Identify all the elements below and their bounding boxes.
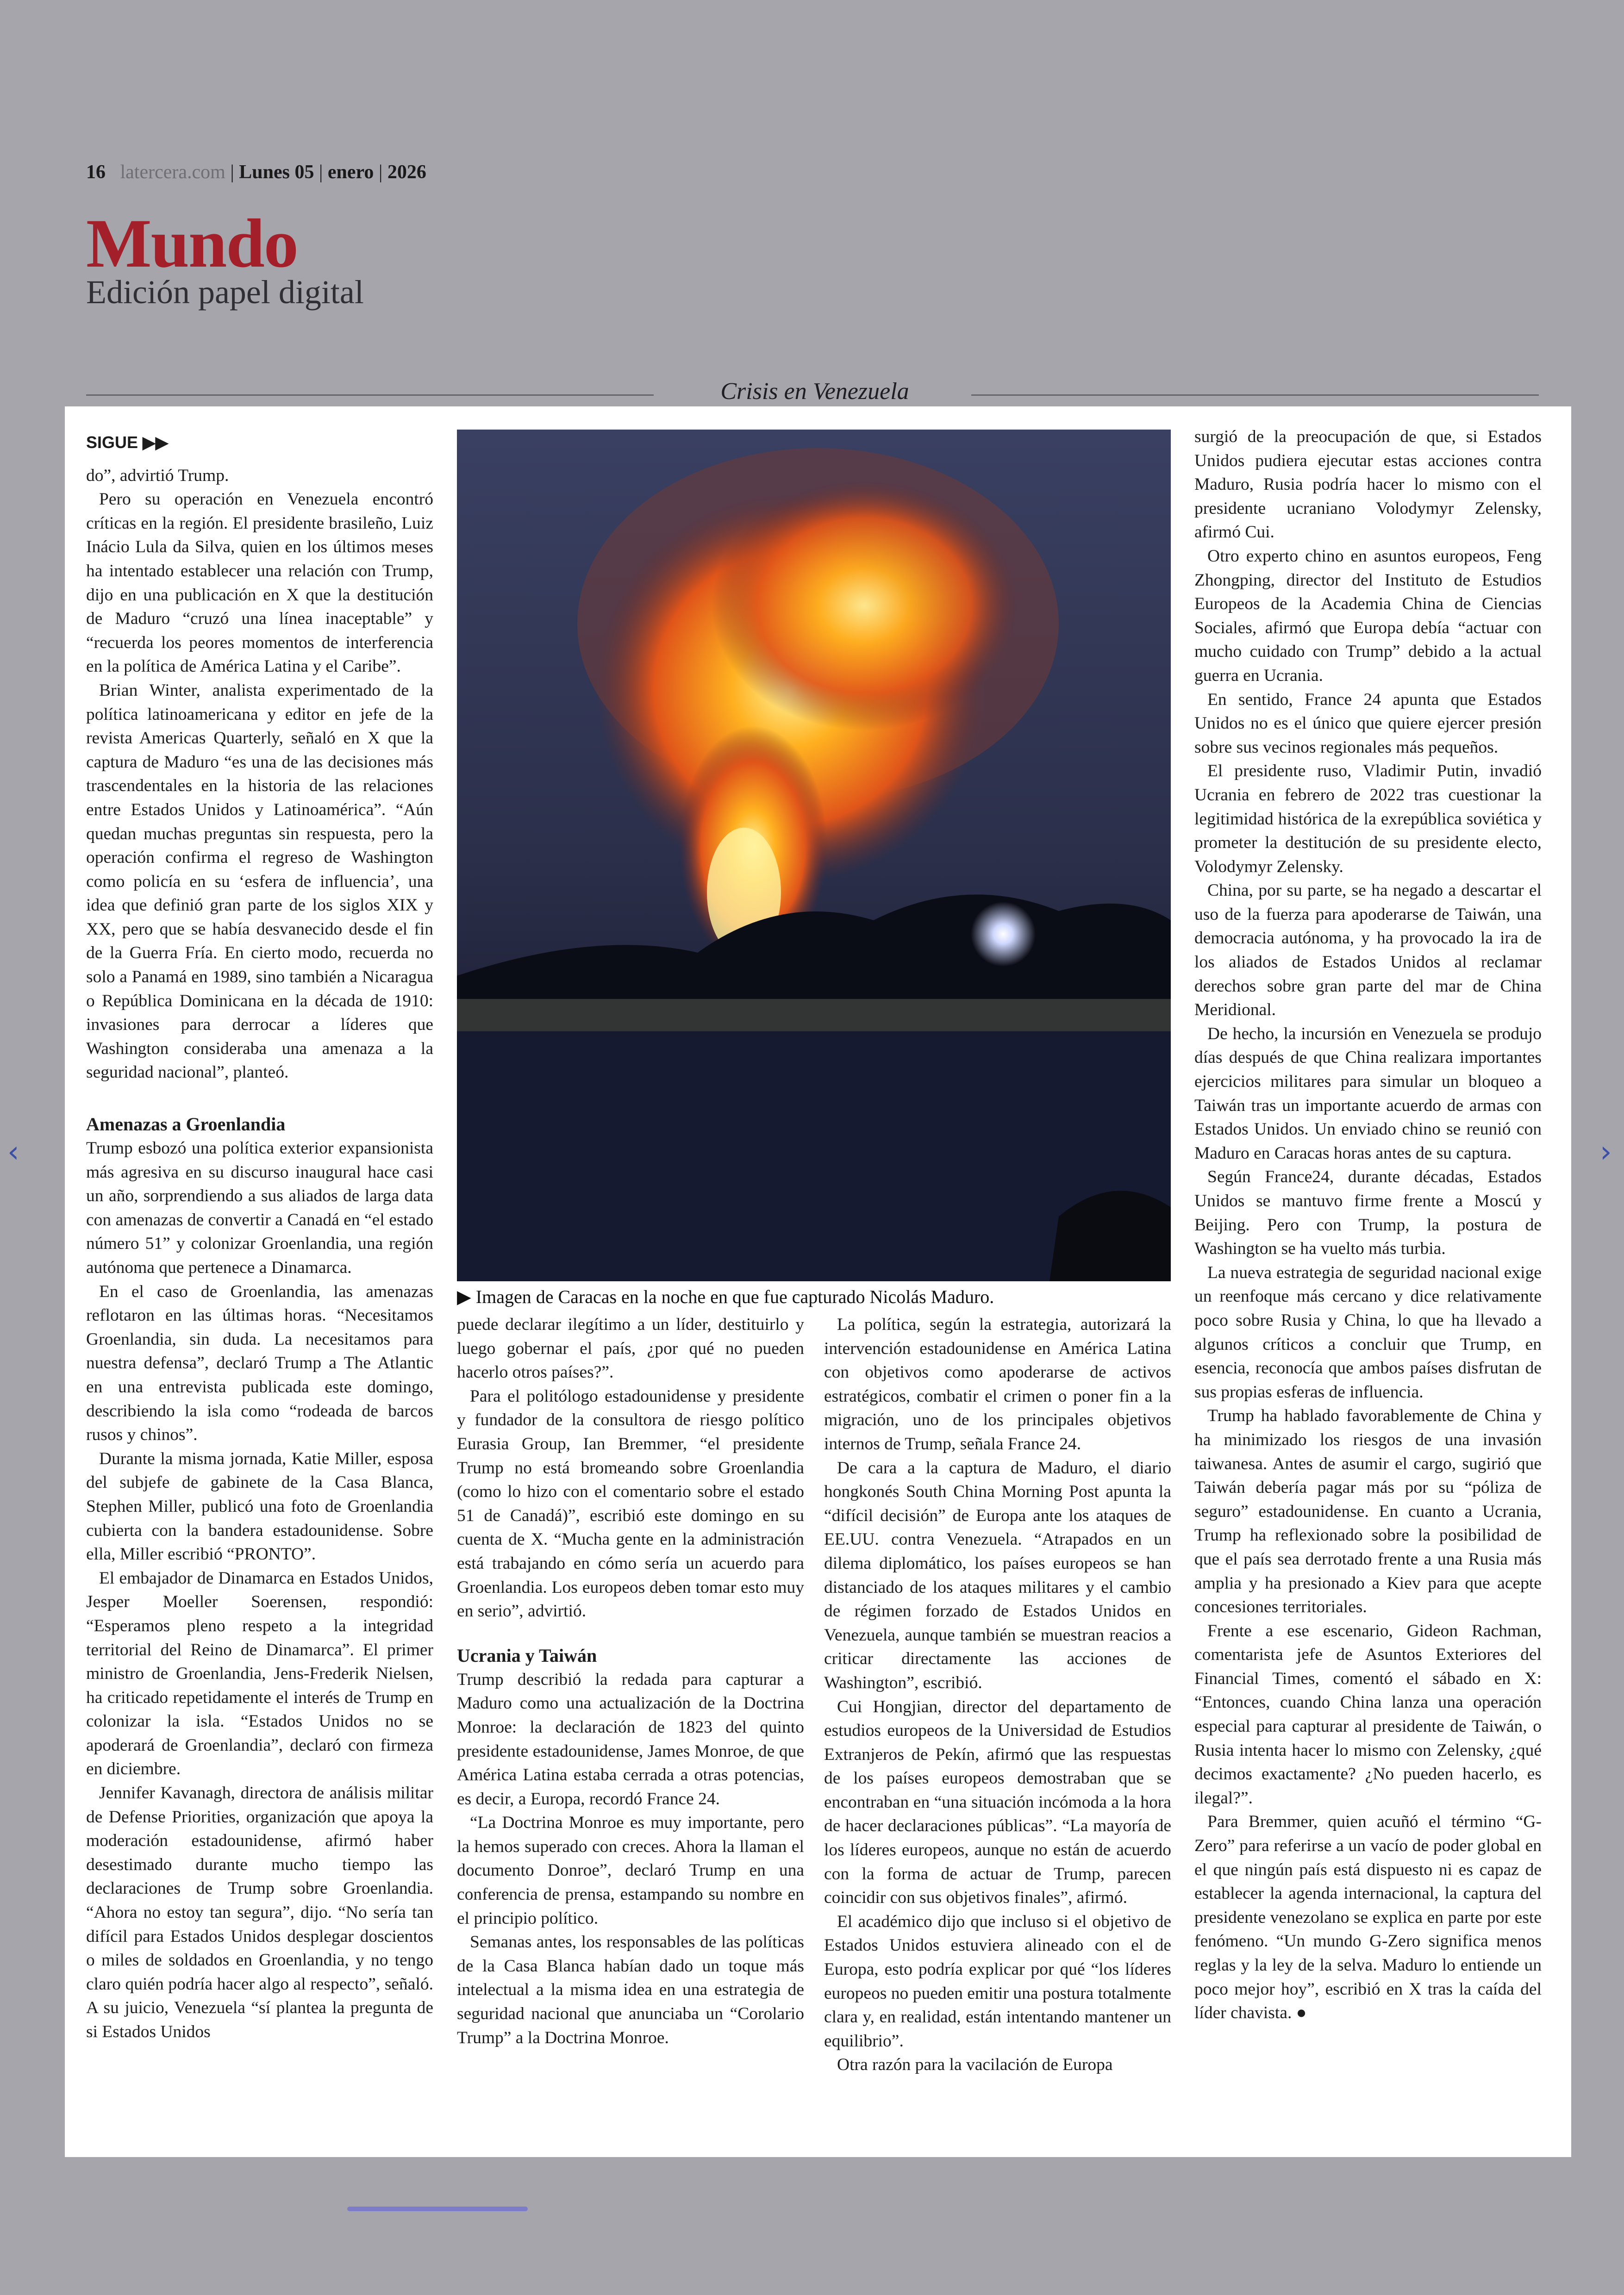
- paragraph: Jennifer Kavanagh, directora de análisis militar de Defense Priorities, organización que apoya la moderación estadounidense, afirmó haber desestimado durante mucho tiempo las declaraciones de Trump sobre Groenlandia. “Ahora no estoy tan segura”, dijo. “No sería tan difícil para Estados Unidos desplegar doscientos o miles de soldados en Groenlandia, y no tengo claro quién podría hacer algo al respecto”, señaló. A su juicio, Venezuela “sí plantea la pregunta de si Estados Unidos: [86, 1784, 433, 2041]
- paragraph: Trump ha hablado favorablemente de China y ha minimizado los riesgos de una invasión taiwanesa. Antes de asumir el cargo, sugirió que Taiwán debería pagar más por su “póliza de seguro” estadounidense. En cuanto a Ucrania, Trump ha reflexionado sobre la posibilidad de que el país sea derrotado frente a una Rusia más amplia y ha presionado a Kiev para que acepte concesiones territoriales.: [1194, 1406, 1542, 1617]
- paragraph: Otra razón para la vacilación de Europa: [837, 2055, 1113, 2075]
- paragraph: El presidente ruso, Vladimir Putin, invadió Ucrania en febrero de 2022 tras cuestionar la legitimidad histórica de la exrepública soviética y prometer la destitución de su presidente electo, Volodymyr Zelensky.: [1194, 761, 1542, 876]
- paragraph: De hecho, la incursión en Venezuela se produjo días después de que China realizara importantes ejercicios militares para simular un bloqueo a Taiwán tras un importante acuerdo de armas con Estados Unidos. Un enviado chino se reunió con Maduro en Caracas horas antes de su captura.: [1194, 1024, 1542, 1163]
- paragraph: Cui Hongjian, director del departamento de estudios europeos de la Universidad de Estudios Extranjeros de Pekín, afirmó que las respuestas de los países europeos demostraban que se encontraban en “una situación incómoda a la hora de hacer declaraciones públicas”. “La mayoría de los líderes europeos, aunque no están de acuerdo con la forma de actuar de Trump, parecen coincidir con sus objetivos finales”, afirmó.: [824, 1697, 1171, 1908]
- reading-progress-fill: [347, 2207, 528, 2211]
- paragraph: El embajador de Dinamarca en Estados Unidos, Jesper Moeller Soerensen, respondió: “Esperamos pleno respeto a la integridad territorial del Reino de Dinamarca”. El primer ministro de Groenlandia, Jens-Frederik Nielsen, ha criticado repetidamente el interés de Trump en colonizar la isla. “Estados Unidos no se apoderará de Groenlandia”, declaró con firmeza en diciembre.: [86, 1568, 433, 1779]
- page-number: 16: [86, 162, 106, 183]
- paragraph: Pero su operación en Venezuela encontró críticas en la región. El presidente brasileño, Luiz Inácio Lula da Silva, quien en los últimos meses ha intentado establecer una relación con Trump, dijo en una publicación en X que la destitución de Maduro “cruzó una línea inaceptable” y “recuerda los peores momentos de interferencia en la política de América Latina y el Caribe”.: [86, 490, 433, 676]
- paragraph: surgió de la preocupación de que, si Estados Unidos pudiera ejecutar estas acciones contra Maduro, Rusia podría hacer lo mismo con el presidente ucraniano Volodymyr Zelensky, afirmó Cui.: [1194, 427, 1542, 542]
- article-column-4: [1194, 425, 1542, 2025]
- chevron-left-icon[interactable]: ‹: [7, 1135, 19, 1169]
- paragraph: puede declarar ilegítimo a un líder, destituirlo y luego gobernar el país, ¿por qué no pueden hacerlo otros países?”.: [457, 1315, 804, 1382]
- topic-rule-right: [971, 394, 1539, 396]
- paragraph: Otro experto chino en asuntos europeos, Feng Zhongping, director del Instituto de Estudios Europeos de la Academia China de Ciencias Sociales, afirmó que Europa debía “actuar con mucho cuidado con Trump” debido a la actual guerra en Ucrania.: [1194, 546, 1542, 685]
- paragraph: Brian Winter, analista experimentado de la política latinoamericana y editor en jefe de la revista Americas Quarterly, señaló en X que la captura de Maduro “es una de las decisiones más trascendentales en la historia de las relaciones entre Estados Unidos y Latinoamérica”. “Aún quedan muchas preguntas sin respuesta, pero la operación confirma el regreso de Washington como policía en su ‘esfera de influencia’, una idea que definió gran parte de los siglos XIX y XX, pero que se había desvanecido desde el fin de la Guerra Fría. En cierto modo, recuerda no solo a Panamá en 1989, sino también a Nicaragua o República Dominicana en la década de 1910: invasiones para derrocar a líderes que Washington consideraba una amenaza a la seguridad nacional”, planteó.: [86, 680, 433, 1082]
- subheading: Ucrania y Taiwán: [457, 1645, 597, 1666]
- paragraph: Frente a ese escenario, Gideon Rachman, comentarista jefe de Asuntos Exteriores del Financial Times, comentó el sábado en X: “Entonces, cuando China lanza una operación especial para capturar al presidente de Taiwán, o Rusia intenta hacer lo mismo con Zelensky, ¿qué decimos exactamente? ¿No pueden hacerlo, es ilegal?”.: [1194, 1621, 1542, 1808]
- continue-label: SIGUE ▶▶: [86, 433, 169, 452]
- edition-subtitle: Edición papel digital: [86, 274, 364, 311]
- topic-label: Crisis en Venezuela: [720, 378, 909, 405]
- site-name: latercera.com: [120, 162, 225, 183]
- chevron-right-icon[interactable]: ›: [1600, 1135, 1612, 1169]
- paragraph: Para el politólogo estadounidense y presidente y fundador de la consultora de riesgo político Eurasia Group, Ian Bremmer, “el presidente Trump no está bromeando sobre Groenlandia (como lo hizo con el comentario sobre el estado 51 de Canadá)”, escribió este domingo en su cuenta de X. “Mucha gente en la administración está trabajando en cómo sería un acuerdo para Groenlandia. Los europeos deben tomar esto muy en serio”, advirtió.: [457, 1386, 804, 1621]
- paragraph: Para Bremmer, quien acuñó el término “G-Zero” para referirse a un vacío de poder global en el que ningún país está dispuesto ni es capaz de establecer la agenda internacional, la captura del presidente venezolano se explica en parte por este fenómeno. “Un mundo G-Zero significa menos reglas y la ley de la selva. Maduro lo entiende un poco mejor hoy”, escribió en X tras la caída del líder chavista. ●: [1194, 1812, 1542, 2023]
- paragraph: La nueva estrategia de seguridad nacional exige un reenfoque más cercano y dice relativamente poco sobre Rusia y China, lo que ha llevado a algunos críticos a concluir que Trump, en esencia, reconocía que ambos países disfrutan de sus propias esferas de influencia.: [1194, 1263, 1542, 1402]
- section-title: Mundo: [86, 205, 298, 282]
- paragraph: Trump describió la redada para capturar a Maduro como una actualización de la Doctrina Monroe: la declaración de 1823 del quinto presidente estadounidense, James Monroe, de que América Latina estaba cerrada a otras potencias, es decir, a Europa, recordó France 24.: [457, 1670, 804, 1809]
- paragraph: Semanas antes, los responsables de las políticas de la Casa Blanca habían dado un toque más intelectual a la misma idea en una estrategia de seguridad nacional que anunciaba un “Corolario Trump” a la Doctrina Monroe.: [457, 1933, 804, 2047]
- paragraph: La política, según la estrategia, autorizará la intervención estadounidense en América Latina con objetivos como apoderarse de activos estratégicos, combatir el crimen o poner fin a la migración, uno de los principales objetivos internos de Trump, señala France 24.: [824, 1315, 1171, 1453]
- date-day: Lunes 05: [239, 162, 314, 183]
- photo-caption: ▶ Imagen de Caracas en la noche en que fue capturado Nicolás Maduro.: [457, 1286, 994, 1307]
- subheading: Amenazas a Groenlandia: [86, 1114, 286, 1135]
- paragraph: China, por su parte, se ha negado a descartar el uso de la fuerza para apoderarse de Taiwán, una democracia autónoma, y ha provocado la ira de los aliados de Estados Unidos al reclamar derechos sobre gran parte del mar de China Meridional.: [1194, 881, 1542, 1020]
- date-year: 2026: [387, 162, 426, 183]
- page-header: 16 latercera.com | Lunes 05 | enero | 2026: [86, 162, 426, 183]
- paragraph: do”, advirtió Trump.: [86, 466, 229, 485]
- article-column-1: [86, 430, 433, 2044]
- paragraph: Según France24, durante décadas, Estados Unidos se mantuvo firme frente a Moscú y Beijing. Pero con Trump, la postura de Washington se ha vuelto más turbia.: [1194, 1167, 1542, 1259]
- article-column-2: [457, 1313, 804, 2050]
- date-month: enero: [327, 162, 374, 183]
- article-photo: [457, 430, 1171, 1281]
- paragraph: En el caso de Groenlandia, las amenazas reflotaron en las últimas horas. “Necesitamos Groenlandia, sin duda. La necesitamos para nuestra defensa”, declaró Trump a The Atlantic en una entrevista publicada este domingo, describiendo la isla como “rodeada de barcos rusos y chinos”.: [86, 1282, 433, 1445]
- topic-rule-left: [86, 394, 654, 396]
- paragraph: De cara a la captura de Maduro, el diario hongkonés South China Morning Post apunta la “difícil decisión” de Europa ante los ataques de EE.UU. contra Venezuela. “Atrapados en un dilema diplomático, los países europeos se han distanciado de los ataques militares y el cambio de régimen forzado de Estados Unidos en Venezuela, aunque también se muestran reacios a criticar directamente las acciones de Washington”, escribió.: [824, 1458, 1171, 1692]
- paragraph: Durante la misma jornada, Katie Miller, esposa del subjefe de gabinete de la Casa Blanca, Stephen Miller, publicó una foto de Groenlandia cubierta con la bandera estadounidense. Sobre ella, Miller escribió “PRONTO”.: [86, 1449, 433, 1564]
- paragraph: El académico dijo que incluso si el objetivo de Estados Unidos estuviera alineado con el de Europa, esto podría explicar por qué “los líderes europeos no pueden emitir una postura totalmente clara y, en realidad, están intentando mantener un equilibrio”.: [824, 1912, 1171, 2051]
- paragraph: “La Doctrina Monroe es muy importante, pero la hemos superado con creces. Ahora la llaman el documento Donroe”, declaró Trump en una conferencia de prensa, estampando su nombre en el principio político.: [457, 1813, 804, 1928]
- paragraph: Trump esbozó una política exterior expansionista más agresiva en su discurso inaugural hace casi un año, sorprendiendo a sus aliados de larga data con amenazas de convertir a Canadá en “el estado número 51” y colonizar Groenlandia, una región autónoma que pertenece a Dinamarca.: [86, 1139, 433, 1277]
- newspaper-page: [65, 406, 1571, 2157]
- paragraph: En sentido, France 24 apunta que Estados Unidos no es el único que quiere ejercer presión sobre sus vecinos regionales más pequeños.: [1194, 690, 1542, 757]
- caracas-night-fire-image: [457, 430, 1171, 1281]
- article-column-3: [824, 1313, 1171, 2077]
